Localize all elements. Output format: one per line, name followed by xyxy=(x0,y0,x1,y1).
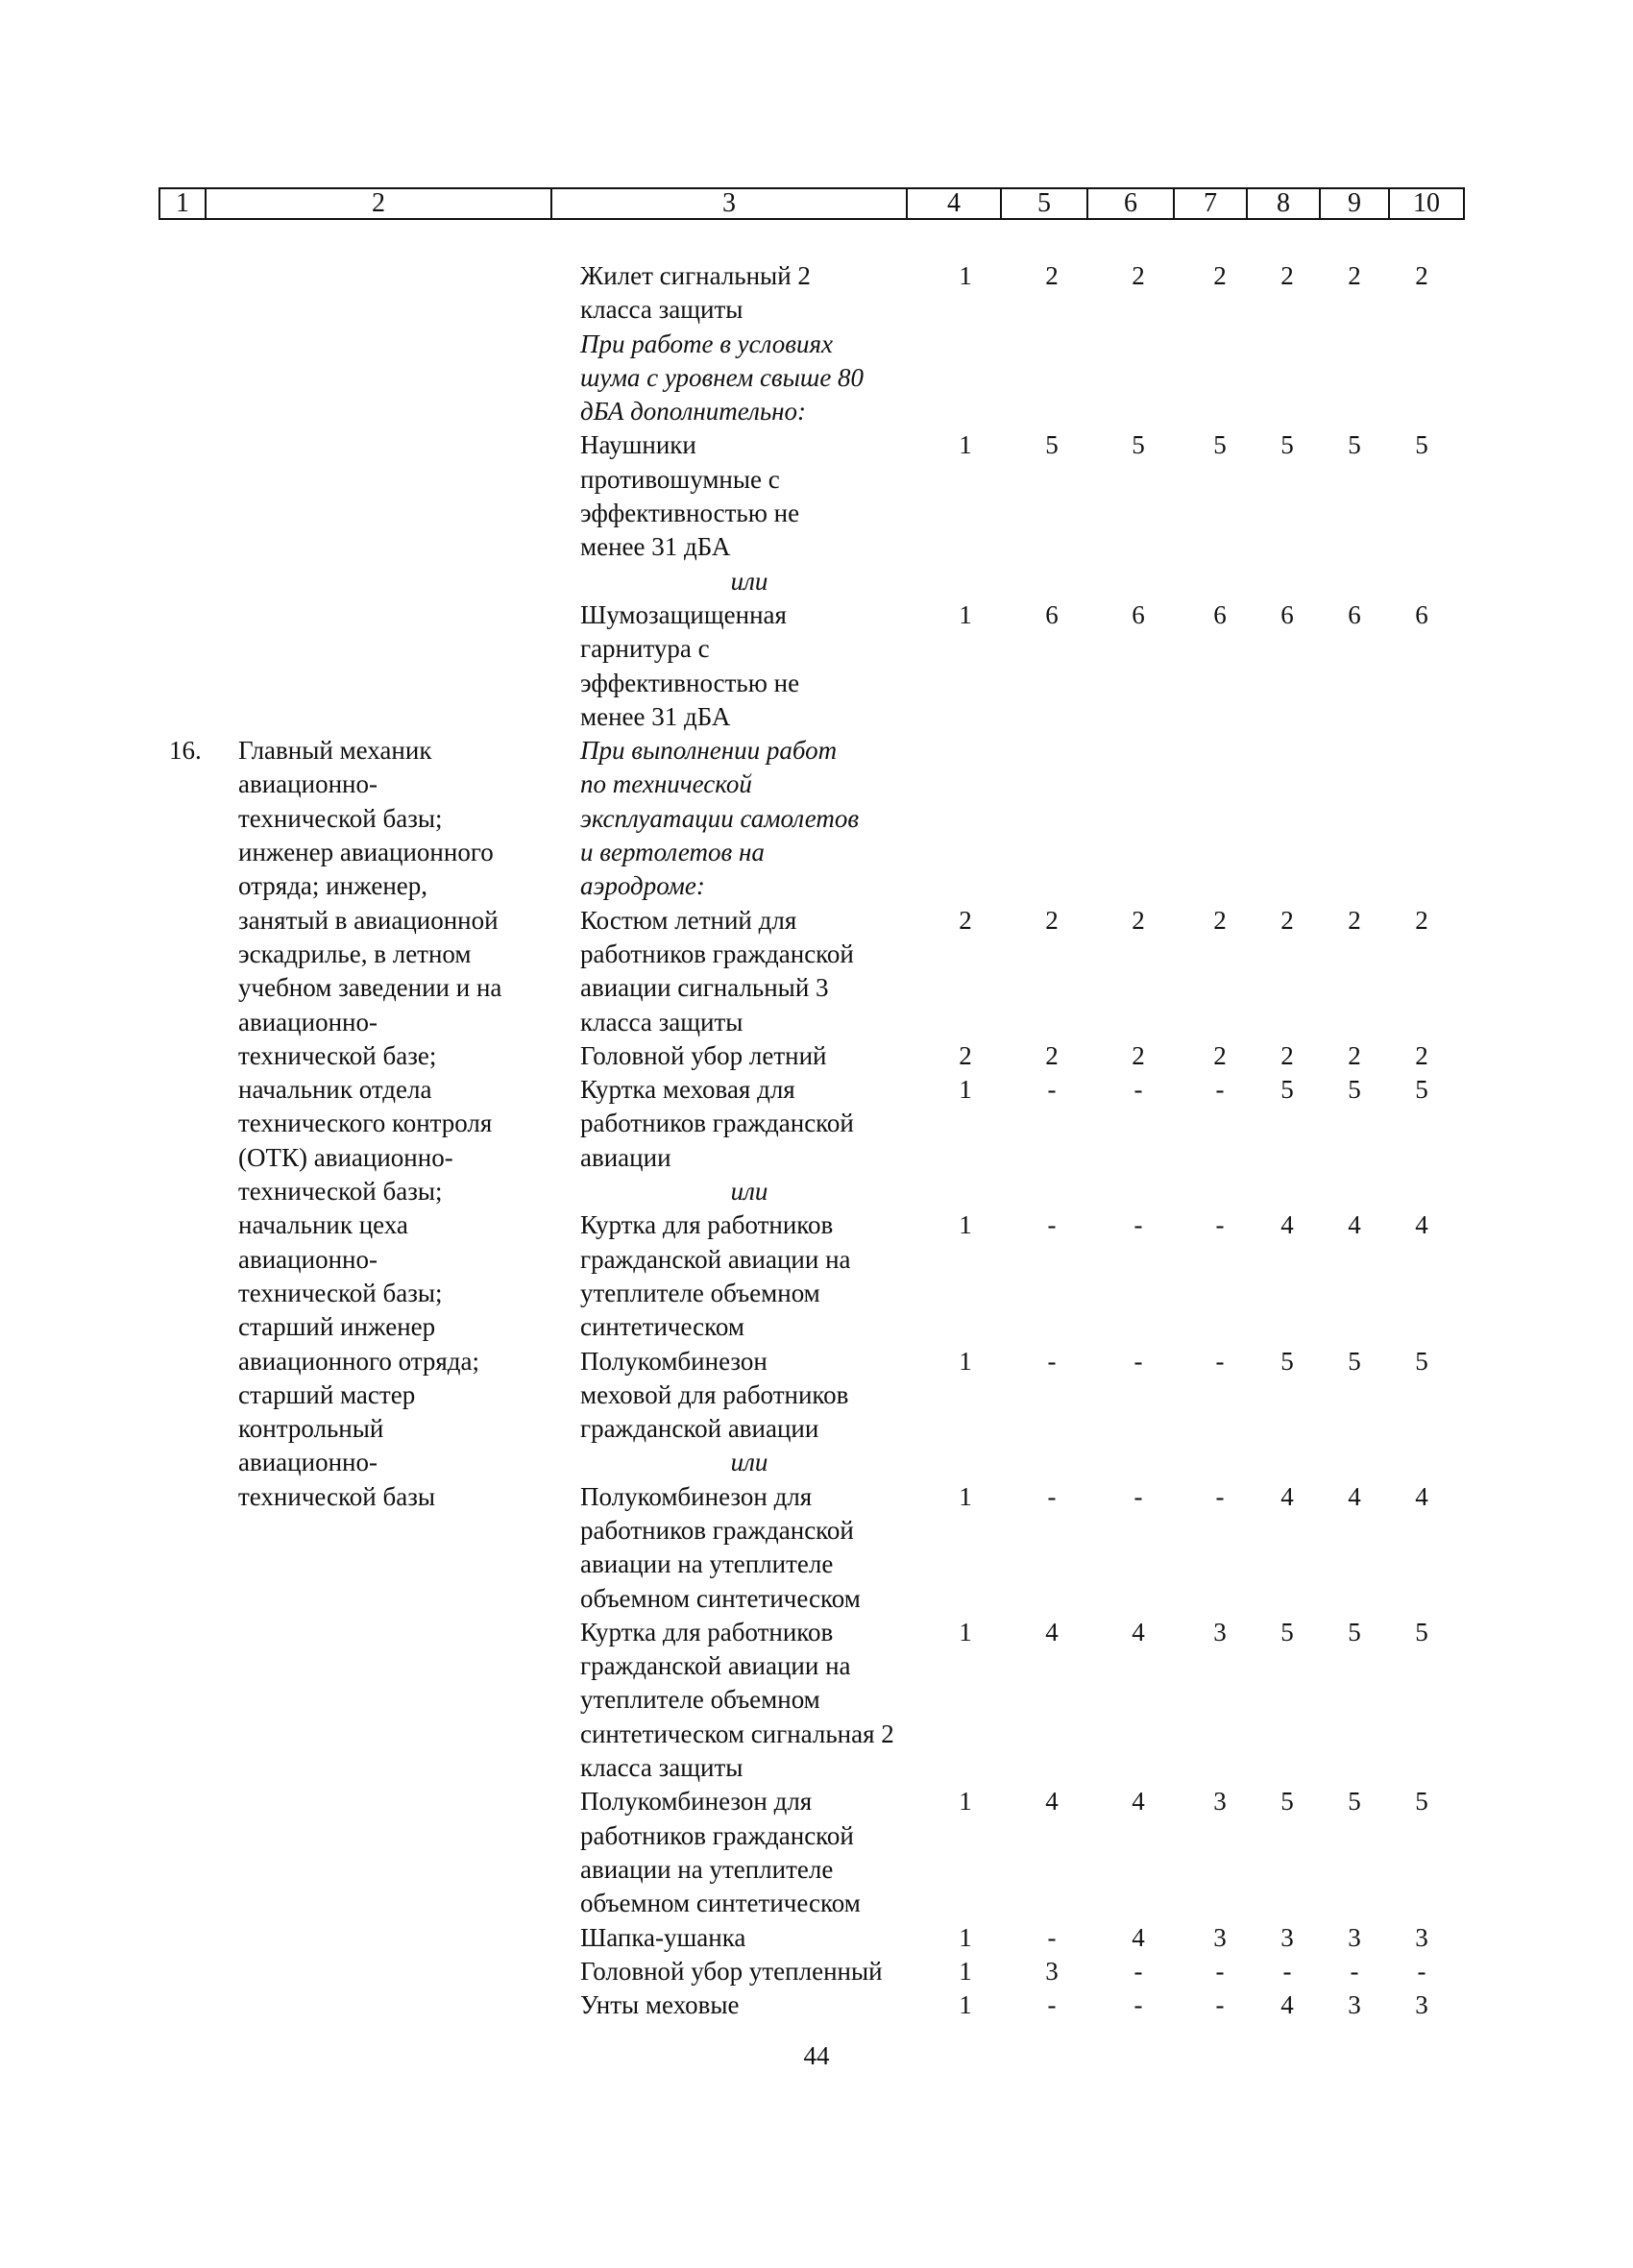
value-cell: - xyxy=(1215,1956,1225,1986)
value-cell: 2 xyxy=(1280,1040,1294,1070)
item-text: утеплителе объемном xyxy=(580,1685,820,1715)
header-cell: 6 xyxy=(1087,188,1174,219)
condition-note: дБА дополнительно: xyxy=(580,397,807,427)
position-text: отряда; инженер, xyxy=(238,871,428,901)
item-text: авиации на утеплителе xyxy=(580,1549,834,1579)
item-text: эффективностью не xyxy=(580,499,800,528)
item-text: Полукомбинезон для xyxy=(580,1481,813,1511)
value-cell: 5 xyxy=(1280,1346,1294,1376)
value-cell: 1 xyxy=(959,1075,972,1105)
value-cell: 1 xyxy=(959,1346,972,1376)
table-line xyxy=(0,734,1633,768)
table-line xyxy=(0,1446,1633,1479)
value-cell: - xyxy=(1215,1990,1225,2020)
table-line xyxy=(0,1073,1633,1107)
value-cell: 1 xyxy=(959,1481,972,1511)
value-cell: - xyxy=(1047,1481,1057,1511)
position-text: контрольный xyxy=(238,1414,384,1444)
value-cell: - xyxy=(1215,1346,1225,1376)
table-line xyxy=(0,1548,1633,1581)
value-cell: 4 xyxy=(1132,1922,1145,1952)
value-cell: - xyxy=(1047,1075,1057,1105)
value-cell: - xyxy=(1282,1956,1292,1986)
header-cell: 7 xyxy=(1174,188,1247,219)
value-cell: 5 xyxy=(1415,1787,1428,1817)
value-cell: 6 xyxy=(1415,599,1428,629)
value-cell: 3 xyxy=(1213,1922,1227,1952)
value-cell: - xyxy=(1215,1481,1225,1511)
alternative-separator: или xyxy=(730,1448,768,1477)
table-line xyxy=(0,1514,1633,1548)
value-cell: - xyxy=(1215,1075,1225,1105)
item-text: меховой для работников xyxy=(580,1379,849,1409)
item-text: гражданской авиации на xyxy=(580,1651,851,1681)
value-cell: 1 xyxy=(959,1922,972,1952)
value-cell: 5 xyxy=(1280,1075,1294,1105)
header-cell: 4 xyxy=(907,188,1001,219)
value-cell: 2 xyxy=(1415,261,1428,290)
table-line xyxy=(0,259,1633,293)
table-line xyxy=(0,1988,1633,2022)
value-cell: 2 xyxy=(1280,261,1294,290)
value-cell: 5 xyxy=(1280,1617,1294,1646)
table-line xyxy=(0,700,1633,734)
condition-note: аэродроме: xyxy=(580,871,705,901)
position-text: авиационного отряда; xyxy=(238,1346,480,1376)
value-cell: 4 xyxy=(1415,1481,1428,1511)
value-cell: 4 xyxy=(1280,1210,1294,1240)
value-cell: 5 xyxy=(1415,1075,1428,1105)
table-line xyxy=(0,1649,1633,1683)
item-text: авиации на утеплителе xyxy=(580,1854,834,1884)
position-text: технической базы; xyxy=(238,803,443,833)
value-cell: 3 xyxy=(1348,1990,1361,2020)
value-cell: 2 xyxy=(1213,1040,1227,1070)
table-body xyxy=(0,259,1633,2022)
value-cell: 5 xyxy=(1415,430,1428,460)
item-text: Шумозащищенная xyxy=(580,599,787,629)
table-line xyxy=(0,971,1633,1005)
value-cell: 2 xyxy=(1132,905,1145,935)
value-cell: 1 xyxy=(959,1990,972,2020)
table-line xyxy=(0,632,1633,666)
table-line xyxy=(0,869,1633,903)
position-text: начальник отдела xyxy=(238,1075,432,1105)
item-text: Куртка меховая для xyxy=(580,1075,795,1105)
item-text: Куртка для работников xyxy=(580,1617,834,1646)
header-cell: 3 xyxy=(551,188,907,219)
item-text: Полукомбинезон xyxy=(580,1346,768,1376)
item-text: Головной убор утепленный xyxy=(580,1956,883,1986)
position-text: технической базы; xyxy=(238,1177,443,1207)
table-line xyxy=(0,1853,1633,1887)
table-line xyxy=(0,1107,1633,1140)
value-cell: 5 xyxy=(1213,430,1227,460)
table-line xyxy=(0,1345,1633,1378)
value-cell: 2 xyxy=(1045,261,1059,290)
item-text: Шапка-ушанка xyxy=(580,1922,746,1952)
item-text: гражданской авиации xyxy=(580,1414,819,1444)
value-cell: 2 xyxy=(1213,261,1227,290)
column-number-header-row xyxy=(159,188,1464,219)
value-cell: 6 xyxy=(1045,599,1059,629)
item-text: работников гражданской xyxy=(580,1820,854,1850)
value-cell: - xyxy=(1350,1956,1359,1986)
value-cell: 3 xyxy=(1213,1617,1227,1646)
position-text: технического контроля xyxy=(238,1109,493,1138)
value-cell: 5 xyxy=(1280,430,1294,460)
value-cell: - xyxy=(1133,1075,1143,1105)
value-cell: 5 xyxy=(1348,1346,1361,1376)
position-text: старший инженер xyxy=(238,1312,436,1342)
item-text: противошумные с xyxy=(580,464,780,494)
value-cell: 1 xyxy=(959,1210,972,1240)
table-line xyxy=(0,1480,1633,1514)
value-cell: 2 xyxy=(959,1040,972,1070)
value-cell: 2 xyxy=(1348,261,1361,290)
value-cell: 1 xyxy=(959,261,972,290)
item-text: утеплителе объемном xyxy=(580,1278,820,1307)
value-cell: 5 xyxy=(1348,1075,1361,1105)
value-cell: - xyxy=(1047,1210,1057,1240)
table-line xyxy=(0,667,1633,700)
value-cell: - xyxy=(1133,1956,1143,1986)
value-cell: 2 xyxy=(1348,905,1361,935)
value-cell: 2 xyxy=(1045,1040,1059,1070)
item-text: менее 31 дБА xyxy=(580,532,731,562)
item-text: работников гражданской xyxy=(580,939,854,968)
value-cell: 4 xyxy=(1348,1481,1361,1511)
item-text: гражданской авиации на xyxy=(580,1244,851,1274)
item-text: объемном синтетическом xyxy=(580,1583,861,1613)
row-number: 16. xyxy=(169,736,202,766)
item-text: Наушники xyxy=(580,430,696,460)
value-cell: 6 xyxy=(1132,599,1145,629)
table-line xyxy=(0,1718,1633,1751)
table-line xyxy=(0,1175,1633,1208)
condition-note: и вертолетов на xyxy=(580,838,765,867)
value-cell: - xyxy=(1215,1210,1225,1240)
table-line xyxy=(0,1955,1633,1988)
value-cell: 3 xyxy=(1280,1922,1294,1952)
table-line xyxy=(0,1141,1633,1175)
table-line xyxy=(0,836,1633,869)
position-text: (ОТК) авиационно- xyxy=(238,1142,453,1172)
value-cell: - xyxy=(1047,1990,1057,2020)
value-cell: 4 xyxy=(1415,1210,1428,1240)
position-text: технической базы xyxy=(238,1481,436,1511)
value-cell: 5 xyxy=(1348,430,1361,460)
value-cell: 5 xyxy=(1045,430,1059,460)
value-cell: - xyxy=(1047,1922,1057,1952)
value-cell: 3 xyxy=(1213,1787,1227,1817)
table-line xyxy=(0,1310,1633,1344)
table-line xyxy=(0,904,1633,938)
value-cell: 3 xyxy=(1045,1956,1059,1986)
position-text: начальник цеха xyxy=(238,1210,408,1240)
value-cell: 2 xyxy=(1132,1040,1145,1070)
value-cell: - xyxy=(1047,1346,1057,1376)
value-cell: 5 xyxy=(1415,1346,1428,1376)
value-cell: 6 xyxy=(1213,599,1227,629)
position-text: технической базы; xyxy=(238,1278,443,1307)
header-cell: 9 xyxy=(1320,188,1389,219)
table-line xyxy=(0,1683,1633,1717)
value-cell: 4 xyxy=(1132,1787,1145,1817)
value-cell: 1 xyxy=(959,430,972,460)
table-line xyxy=(0,938,1633,971)
table-line xyxy=(0,1616,1633,1649)
value-cell: - xyxy=(1133,1481,1143,1511)
value-cell: 5 xyxy=(1348,1787,1361,1817)
value-cell: 4 xyxy=(1132,1617,1145,1646)
value-cell: 4 xyxy=(1348,1210,1361,1240)
item-text: класса защиты xyxy=(580,1753,743,1783)
table-line xyxy=(0,1039,1633,1073)
value-cell: 1 xyxy=(959,1956,972,1986)
item-text: авиации xyxy=(580,1142,671,1172)
alternative-separator: или xyxy=(730,1177,768,1207)
condition-note: по технической xyxy=(580,769,752,799)
value-cell: 2 xyxy=(1045,905,1059,935)
value-cell: 4 xyxy=(1280,1481,1294,1511)
value-cell: 5 xyxy=(1280,1787,1294,1817)
item-text: объемном синтетическом xyxy=(580,1889,861,1918)
table-line xyxy=(0,1208,1633,1242)
position-text: инженер авиационного xyxy=(238,838,494,867)
header-cell: 5 xyxy=(1001,188,1087,219)
item-text: класса защиты xyxy=(580,1007,743,1036)
value-cell: 6 xyxy=(1280,599,1294,629)
value-cell: 2 xyxy=(959,905,972,935)
item-text: Унты меховые xyxy=(580,1990,740,2020)
table-line xyxy=(0,293,1633,327)
value-cell: - xyxy=(1133,1990,1143,2020)
value-cell: - xyxy=(1133,1210,1143,1240)
header-cell: 10 xyxy=(1389,188,1464,219)
value-cell: 5 xyxy=(1348,1617,1361,1646)
table-line xyxy=(0,463,1633,497)
table-line xyxy=(0,1887,1633,1920)
value-cell: 6 xyxy=(1348,599,1361,629)
item-text: Головной убор летний xyxy=(580,1040,827,1070)
condition-note: эксплуатации самолетов xyxy=(580,803,860,833)
item-text: работников гражданской xyxy=(580,1515,854,1545)
value-cell: 1 xyxy=(959,599,972,629)
item-text: класса защиты xyxy=(580,295,743,325)
item-text: авиации сигнальный 3 xyxy=(580,973,829,1003)
value-cell: 5 xyxy=(1132,430,1145,460)
item-text: работников гражданской xyxy=(580,1109,854,1138)
header-cell: 8 xyxy=(1247,188,1320,219)
condition-note: При выполнении работ xyxy=(580,736,838,766)
table-line xyxy=(0,1751,1633,1785)
page-number: 44 xyxy=(803,2041,830,2070)
table-line xyxy=(0,1277,1633,1310)
table-line xyxy=(0,1006,1633,1039)
table-line xyxy=(0,361,1633,395)
value-cell: 2 xyxy=(1415,905,1428,935)
column-number-header xyxy=(158,187,1465,220)
position-text: Главный механик xyxy=(238,736,432,766)
table-line xyxy=(0,1412,1633,1446)
value-cell: 2 xyxy=(1280,905,1294,935)
item-text: Жилет сигнальный 2 xyxy=(580,261,811,290)
value-cell: 4 xyxy=(1045,1787,1059,1817)
table-line xyxy=(0,802,1633,836)
position-text: авиационно- xyxy=(238,769,378,799)
item-text: синтетическом xyxy=(580,1312,744,1342)
position-text: авиационно- xyxy=(238,1448,378,1477)
value-cell: 2 xyxy=(1415,1040,1428,1070)
table-line xyxy=(0,1582,1633,1616)
table-line xyxy=(0,395,1633,428)
position-text: эскадрилье, в летном xyxy=(238,939,472,968)
table-line xyxy=(0,1378,1633,1412)
item-text: эффективностью не xyxy=(580,668,800,697)
position-text: авиационно- xyxy=(238,1007,378,1036)
table-line xyxy=(0,497,1633,530)
value-cell: 1 xyxy=(959,1787,972,1817)
value-cell: - xyxy=(1417,1956,1426,1986)
header-cell: 2 xyxy=(206,188,551,219)
header-cell: 1 xyxy=(159,188,206,219)
value-cell: 3 xyxy=(1415,1922,1428,1952)
table-line xyxy=(0,768,1633,801)
position-text: занятый в авиационной xyxy=(238,905,499,935)
value-cell: 4 xyxy=(1045,1617,1059,1646)
table-line xyxy=(0,1819,1633,1853)
item-text: Куртка для работников xyxy=(580,1210,834,1240)
item-text: гарнитура с xyxy=(580,634,710,664)
position-text: учебном заведении и на xyxy=(238,973,502,1003)
value-cell: 2 xyxy=(1348,1040,1361,1070)
table-line xyxy=(0,598,1633,632)
condition-note: шума с уровнем свыше 80 xyxy=(580,362,865,392)
value-cell: 1 xyxy=(959,1617,972,1646)
alternative-separator: или xyxy=(730,566,768,596)
table-line xyxy=(0,428,1633,462)
value-cell: 5 xyxy=(1415,1617,1428,1646)
table-line xyxy=(0,1785,1633,1818)
table-line xyxy=(0,565,1633,598)
value-cell: 3 xyxy=(1415,1990,1428,2020)
condition-note: При работе в условиях xyxy=(580,329,833,358)
position-text: старший мастер xyxy=(238,1379,416,1409)
table-line xyxy=(0,1243,1633,1277)
item-text: синтетическом сигнальная 2 xyxy=(580,1719,894,1748)
value-cell: - xyxy=(1133,1346,1143,1376)
value-cell: 2 xyxy=(1213,905,1227,935)
item-text: Костюм летний для xyxy=(580,905,797,935)
value-cell: 3 xyxy=(1348,1922,1361,1952)
table-line xyxy=(0,1921,1633,1955)
table-line xyxy=(0,328,1633,361)
position-text: технической базе; xyxy=(238,1040,437,1070)
table-line xyxy=(0,530,1633,564)
item-text: Полукомбинезон для xyxy=(580,1787,813,1817)
item-text: менее 31 дБА xyxy=(580,701,731,731)
value-cell: 2 xyxy=(1132,261,1145,290)
position-text: авиационно- xyxy=(238,1244,378,1274)
value-cell: 4 xyxy=(1280,1990,1294,2020)
